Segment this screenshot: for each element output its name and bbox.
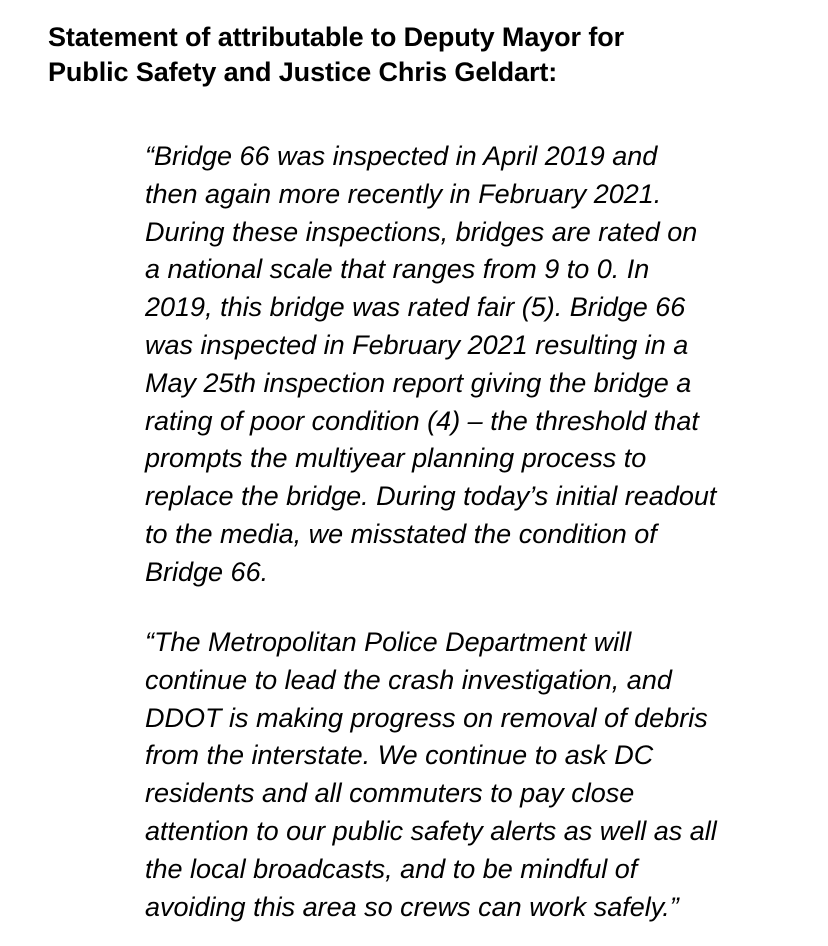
heading-line: Statement of attributable to Deputy Mayor for [48,22,625,52]
quote-line: avoiding this area so crews can work safely.” [145,891,679,922]
quote-line: was inspected in February 2021 resulting in a [145,329,689,360]
quote-line: DDOT is making progress on removal of debris [145,702,708,733]
quote-line: 2019, this bridge was rated fair (5). Bridge 66 [145,292,686,323]
quote-line: “Bridge 66 was inspected in April 2019 and [145,141,658,171]
quote-line: residents and all commuters to pay close [145,778,635,809]
quote-line: attention to our public safety alerts as well as all [145,815,717,846]
quote-paragraph-crash-investigation [145,624,815,926]
quote-line: then again more recently in February 2021. [145,178,662,209]
quote-line: Bridge 66. [145,556,269,587]
quote-line: rating of poor condition (4) – the threshold that [145,405,699,436]
quote-line: prompts the multiyear planning process to [145,443,647,474]
heading-line: Public Safety and Justice Chris Geldart: [48,57,558,87]
quote-line: May 25th inspection report giving the bridge a [145,367,692,398]
quote-line: the local broadcasts, and to be mindful of [145,853,638,884]
quote-line: to the media, we misstated the condition of [145,518,657,549]
statement-heading [48,20,808,90]
quote-line: from the interstate. We continue to ask DC [145,740,654,771]
quote-line: replace the bridge. During today’s initial readout [145,481,717,512]
quote-line: During these inspections, bridges are rated on [145,216,698,247]
quote-paragraph-bridge-inspection [145,138,815,592]
quote-line: continue to lead the crash investigation, and [145,664,672,695]
quote-line: a national scale that ranges from 9 to 0. In [145,254,650,285]
quote-line: “The Metropolitan Police Department will [145,627,632,657]
